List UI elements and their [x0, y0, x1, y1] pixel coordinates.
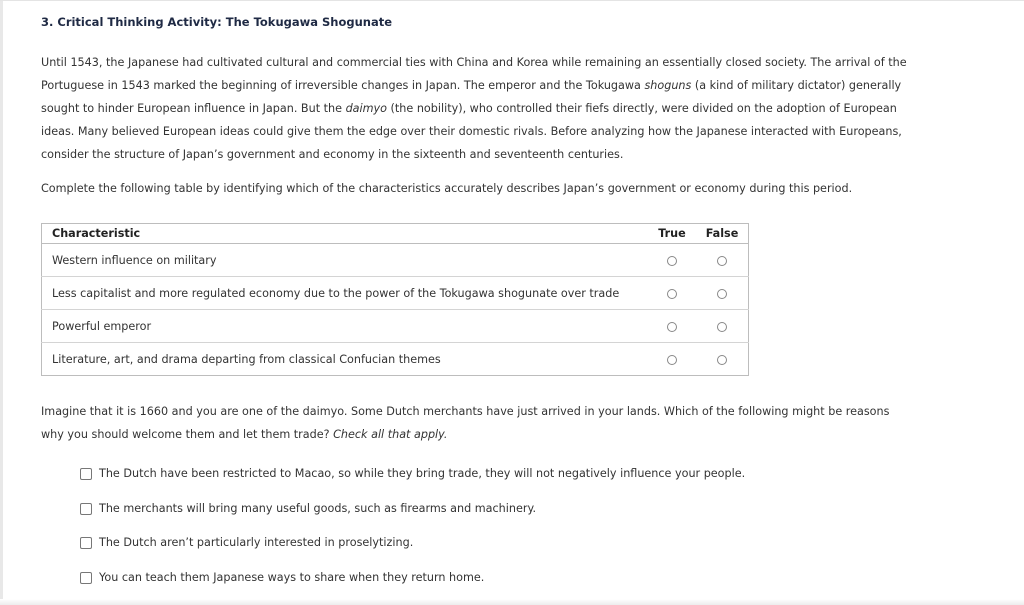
table-row	[42, 277, 749, 310]
left-rule	[0, 1, 3, 605]
activity-title: 3. Critical Thinking Activity: The Tokugawa Shogunate	[41, 15, 393, 29]
true-false-table	[41, 223, 749, 376]
table-instruction: Complete the following table by identifying which of the characteristics accurately describes Japan’s government or economy during this period.	[41, 182, 853, 195]
row-characteristic: Less capitalist and more regulated economy due to the power of the Tokugawa shogunate over trade	[42, 277, 649, 310]
intro-shoguns-term: shoguns	[644, 79, 692, 92]
intro-text-2: (a kind of military dictator) generally sought to hinder European influence in Japan. But the	[41, 79, 902, 115]
true-radio[interactable]	[667, 256, 677, 266]
true-radio[interactable]	[667, 322, 677, 332]
true-radio[interactable]	[667, 355, 677, 365]
table-row	[42, 343, 749, 376]
option-item[interactable]	[80, 500, 745, 535]
checkbox[interactable]	[80, 537, 92, 549]
false-radio[interactable]	[717, 289, 727, 299]
row-characteristic: Literature, art, and drama departing from classical Confucian themes	[42, 343, 649, 376]
intro-text-1: Until 1543, the Japanese had cultivated cultural and commercial ties with China and Korea while remaining an essentially closed society. The arrival of the Portuguese in 1543 marked the beginning of irreversible changes in Japan. The emperor and the Tokugawa	[41, 56, 907, 92]
checkbox-options	[80, 465, 745, 603]
checkbox[interactable]	[80, 572, 92, 584]
false-radio[interactable]	[717, 355, 727, 365]
daimyo-question	[41, 400, 901, 446]
header-characteristic: Characteristic	[42, 224, 649, 244]
intro-daimyo-term: daimyo	[345, 102, 387, 115]
option-label: You can teach them Japanese ways to share when they return home.	[99, 570, 485, 584]
option-item[interactable]	[80, 569, 745, 604]
row-characteristic: Powerful emperor	[42, 310, 649, 343]
option-label: The Dutch have been restricted to Macao, so while they bring trade, they will not negatively influence your people.	[99, 467, 746, 480]
checkbox[interactable]	[80, 503, 92, 515]
header-true: True	[648, 224, 696, 244]
question-text: Imagine that it is 1660 and you are one of the daimyo. Some Dutch merchants have just arrived in your lands. Which of the following might be reasons why you should welcome them and let them trade?	[41, 405, 890, 441]
option-item[interactable]	[80, 534, 745, 569]
option-label: The merchants will bring many useful goods, such as firearms and machinery.	[99, 501, 537, 515]
true-radio[interactable]	[667, 289, 677, 299]
option-item[interactable]	[80, 465, 745, 500]
header-false: False	[696, 224, 749, 244]
table-row	[42, 310, 749, 343]
table-header-row	[42, 224, 749, 244]
question-emphasis: Check all that apply.	[333, 428, 448, 441]
intro-paragraph	[41, 51, 931, 166]
option-label: The Dutch aren’t particularly interested in proselytizing.	[99, 536, 414, 549]
intro-text-3: (the nobility), who controlled their fiefs directly, were divided on the adoption of European ideas. Many believed European ideas could give them the edge over their domestic rivals. Before analyzing how the Japanese interacted with Europeans, consider the structure of Japan’s government and economy in the sixteenth and seventeenth centuries.	[41, 102, 902, 161]
false-radio[interactable]	[717, 322, 727, 332]
table-row	[42, 244, 749, 277]
row-characteristic: Western influence on military	[42, 244, 649, 277]
bottom-edge	[0, 599, 1024, 605]
checkbox[interactable]	[80, 468, 92, 480]
false-radio[interactable]	[717, 256, 727, 266]
